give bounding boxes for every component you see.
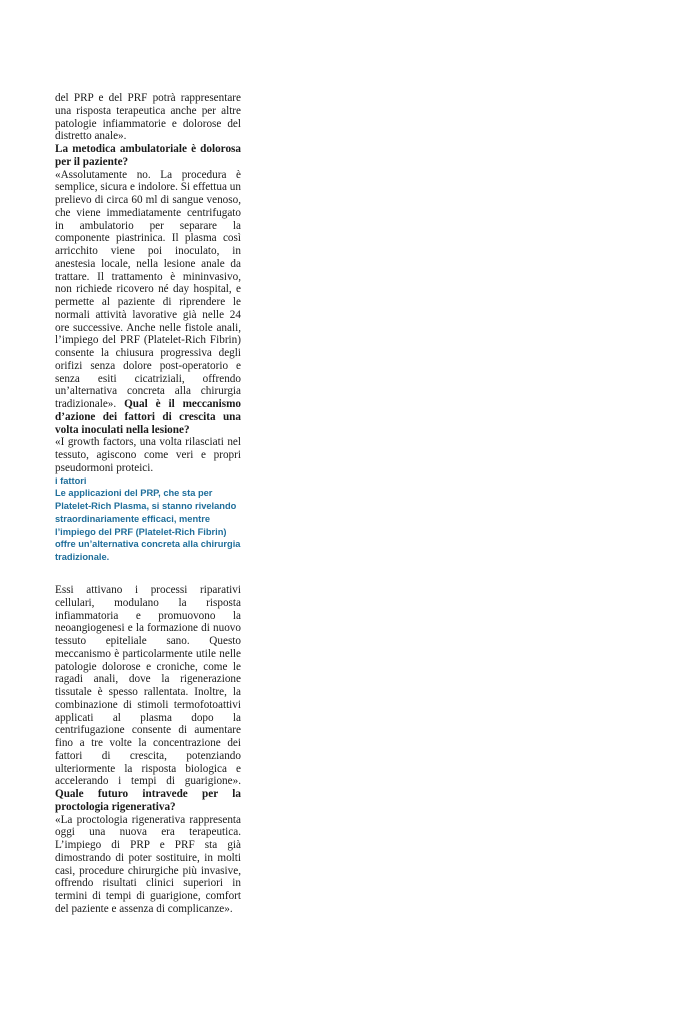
article-column-top — [55, 92, 241, 564]
interview-question-pain: La metodica ambulatoriale è dolorosa per il paziente? — [55, 143, 241, 168]
answer-paragraph-growth-factors: «I growth factors, una volta rilasciati nel tessuto, agiscono come veri e propri pseudormoni proteici. — [55, 436, 241, 474]
pull-quote-label: i fattori — [55, 475, 87, 486]
answer-paragraph — [55, 169, 241, 437]
answer-paragraph-continued — [55, 584, 241, 814]
answer-paragraph-future: «La proctologia rigenerativa rappresenta oggi una nuova era terapeutica. L’impiego di PRP e PRF sta già dimostrando di poter sostituire, in molti casi, procedure chirurgiche più invasive, offrendo risultati clinici superiori in termini di tempi di guarigione, comfort del paziente e assenza di complicanze». — [55, 813, 241, 915]
interview-question-future: Quale futuro intravede per la proctologia rigenerativa? — [55, 788, 241, 813]
answer-text: «Assolutamente no. La procedura è semplice, sicura e indolore. Si effettua un prelievo di circa 60 ml di sangue venoso, che viene immediatamente centrifugato in ambulatorio per separare la componente piastrinica. Il plasma così arricchito viene poi inoculato, in anestesia locale, nella lesione anale da trattare. Il trattamento è mininvasivo, non richiede ricovero né day hospital, e permette al paziente di riprendere le normali attività lavorative già nelle 24 ore successive. Anche nelle fistole anali, l’impiego del PRF (Platelet-Rich Fibrin) consente la chiusura progressiva degli orifizi senza dolore post-operatorio e senza esiti cicatriziali, offrendo un’alternativa concreta alla chirurgia tradizionale». — [55, 168, 241, 410]
paragraph-continued: del PRP e del PRF potrà rappresentare una risposta terapeutica anche per altre patologie infiammatorie e dolorose del distretto anale». — [55, 92, 241, 143]
interview-question-mechanism: Qual è il meccanismo d’azione dei fattori di crescita una volta inoculati nella lesione? — [55, 398, 242, 436]
pull-quote-text: Le applicazioni del PRP, che sta per Platelet-Rich Plasma, si stanno rivelando straordinariamente efficaci, mentre l’impiego del PRF (Platelet-Rich Fibrin) offre un’alternativa concreta alla chirurgia tradizionale. — [55, 488, 241, 563]
answer-text: Essi attivano i processi riparativi cellulari, modulano la risposta infiammatoria e promuovono la neoangiogenesi e la formazione di nuovo tessuto epiteliale sano. Questo meccanismo è particolarmente utile nelle patologie dolorose e croniche, come le ragadi anali, dove la rigenerazione tissutale è spesso rallentata. Inoltre, la combinazione di stimoli termofotoattivi applicati al plasma dopo la centrifugazione consente di aumentare fino a tre volte la concentrazione dei fattori di crescita, potenziando ulteriormente la risposta biologica e accelerando i tempi di guarigione». — [55, 584, 241, 788]
article-column-bottom — [55, 584, 241, 916]
